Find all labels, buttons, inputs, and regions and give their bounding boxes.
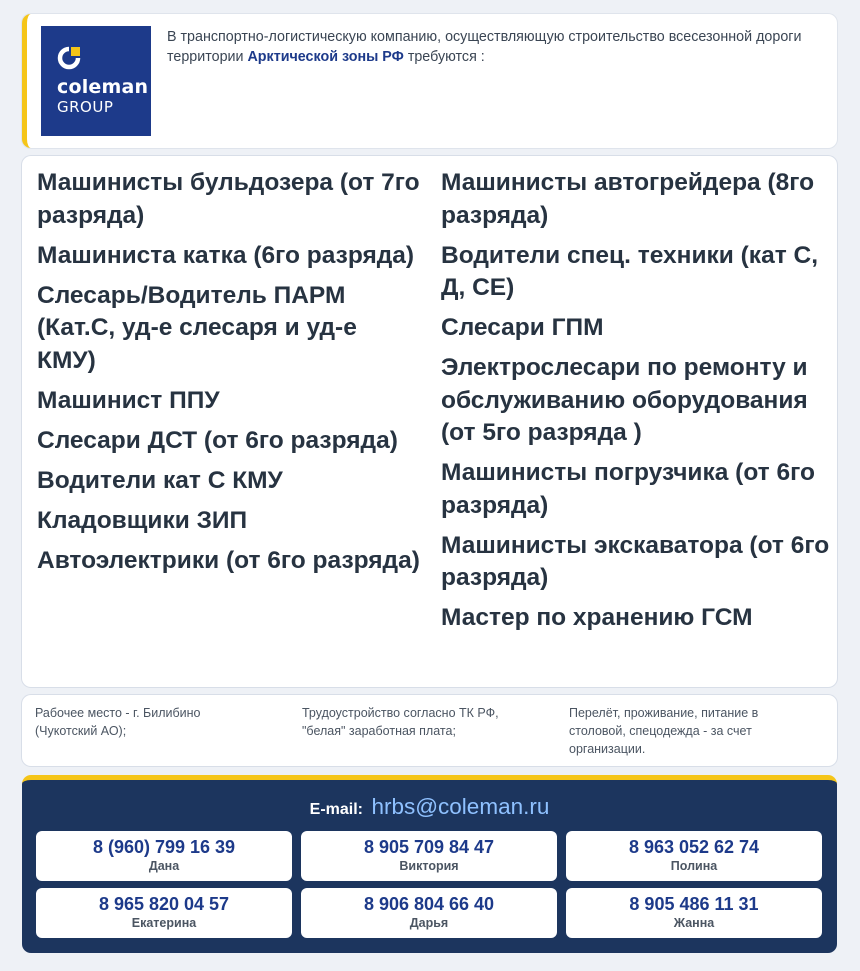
phone-contact[interactable]	[566, 831, 822, 881]
vacancies-card	[22, 156, 837, 687]
phone-contact[interactable]	[36, 888, 292, 938]
phone-number[interactable]: 8 906 804 66 40	[363, 894, 495, 914]
vacancy-item: Слесари ГПМ	[441, 314, 604, 341]
vacancy-item: Машинисты автогрейдера (8го разряда)	[441, 169, 815, 229]
contact-name: Полина	[670, 859, 718, 873]
vacancy-item: Слесарь/Водитель ПАРМ (Кат.С, уд-е слесаря и уд-е КМУ)	[37, 281, 357, 374]
vacancy-item: Электрослесари по ремонту и обслуживанию оборудования (от 5го разряда )	[441, 354, 808, 446]
condition-employment: Трудоустройство согласно ТК РФ, "белая" заработная плата;	[302, 706, 499, 738]
contacts-card	[22, 775, 837, 953]
email-link[interactable]: hrbs@coleman.ru	[371, 794, 550, 819]
phone-contact[interactable]	[36, 831, 292, 881]
company-logo	[41, 26, 151, 136]
vacancy-item: Машинисты бульдозера (от 7го разряда)	[37, 169, 420, 229]
vacancy-item: Водители кат С КМУ	[37, 466, 283, 494]
intro-accent: Арктической зоны РФ	[247, 49, 404, 65]
header-card	[22, 14, 837, 148]
phone-contact[interactable]	[301, 831, 557, 881]
vacancies-column-right	[441, 167, 833, 642]
vacancy-item: Водители спец. техники (кат С, Д, СЕ)	[441, 241, 818, 301]
phone-contact[interactable]	[566, 888, 822, 938]
intro-text	[167, 27, 832, 67]
phone-number[interactable]: 8 963 052 62 74	[628, 837, 760, 857]
coleman-logo-mark-icon	[57, 46, 81, 70]
phone-number[interactable]: 8 905 709 84 47	[363, 837, 495, 857]
contact-name: Жанна	[673, 916, 715, 930]
condition-workplace: Рабочее место - г. Билибино (Чукотский АО);	[35, 706, 201, 738]
vacancy-item: Автоэлектрики (от 6го разряда)	[37, 546, 420, 574]
vacancy-item: Машинист ППУ	[37, 386, 220, 414]
email-label: E-mail:	[309, 801, 363, 818]
vacancy-item: Машиниста катка (6го разряда)	[37, 241, 415, 269]
vacancy-item: Машинисты экскаватора (от 6го разряда)	[441, 531, 830, 591]
phone-number[interactable]: 8 905 486 11 31	[629, 894, 759, 914]
phone-number[interactable]: 8 (960) 799 16 39	[92, 837, 236, 857]
logo-name: coleman	[57, 76, 149, 98]
intro-text-end: требуются :	[407, 49, 485, 65]
vacancy-item: Слесари ДСТ (от 6го разряда)	[37, 426, 398, 454]
condition-benefits: Перелёт, проживание, питание в столовой, спецодежда - за счет организации.	[569, 706, 759, 756]
vacancies-column-left	[37, 167, 422, 585]
phone-number[interactable]: 8 965 820 04 57	[98, 894, 230, 914]
contact-name: Виктория	[399, 859, 459, 873]
intro-text-start: В транспортно-логистическую компанию, осуществляющую строительство всесезонной дороги территории	[167, 29, 802, 65]
contact-name: Дана	[148, 859, 180, 873]
contact-name: Екатерина	[131, 916, 197, 930]
phone-contact[interactable]	[301, 888, 557, 938]
vacancy-item: Мастер по хранению ГСМ	[441, 604, 753, 631]
email-line	[22, 794, 837, 820]
conditions-card	[22, 695, 837, 766]
contact-name: Дарья	[409, 916, 449, 930]
vacancy-item: Машинисты погрузчика (от 6го разряда)	[441, 459, 815, 519]
vacancy-item: Кладовщики ЗИП	[37, 506, 248, 534]
logo-subtitle: GROUP	[57, 98, 114, 116]
